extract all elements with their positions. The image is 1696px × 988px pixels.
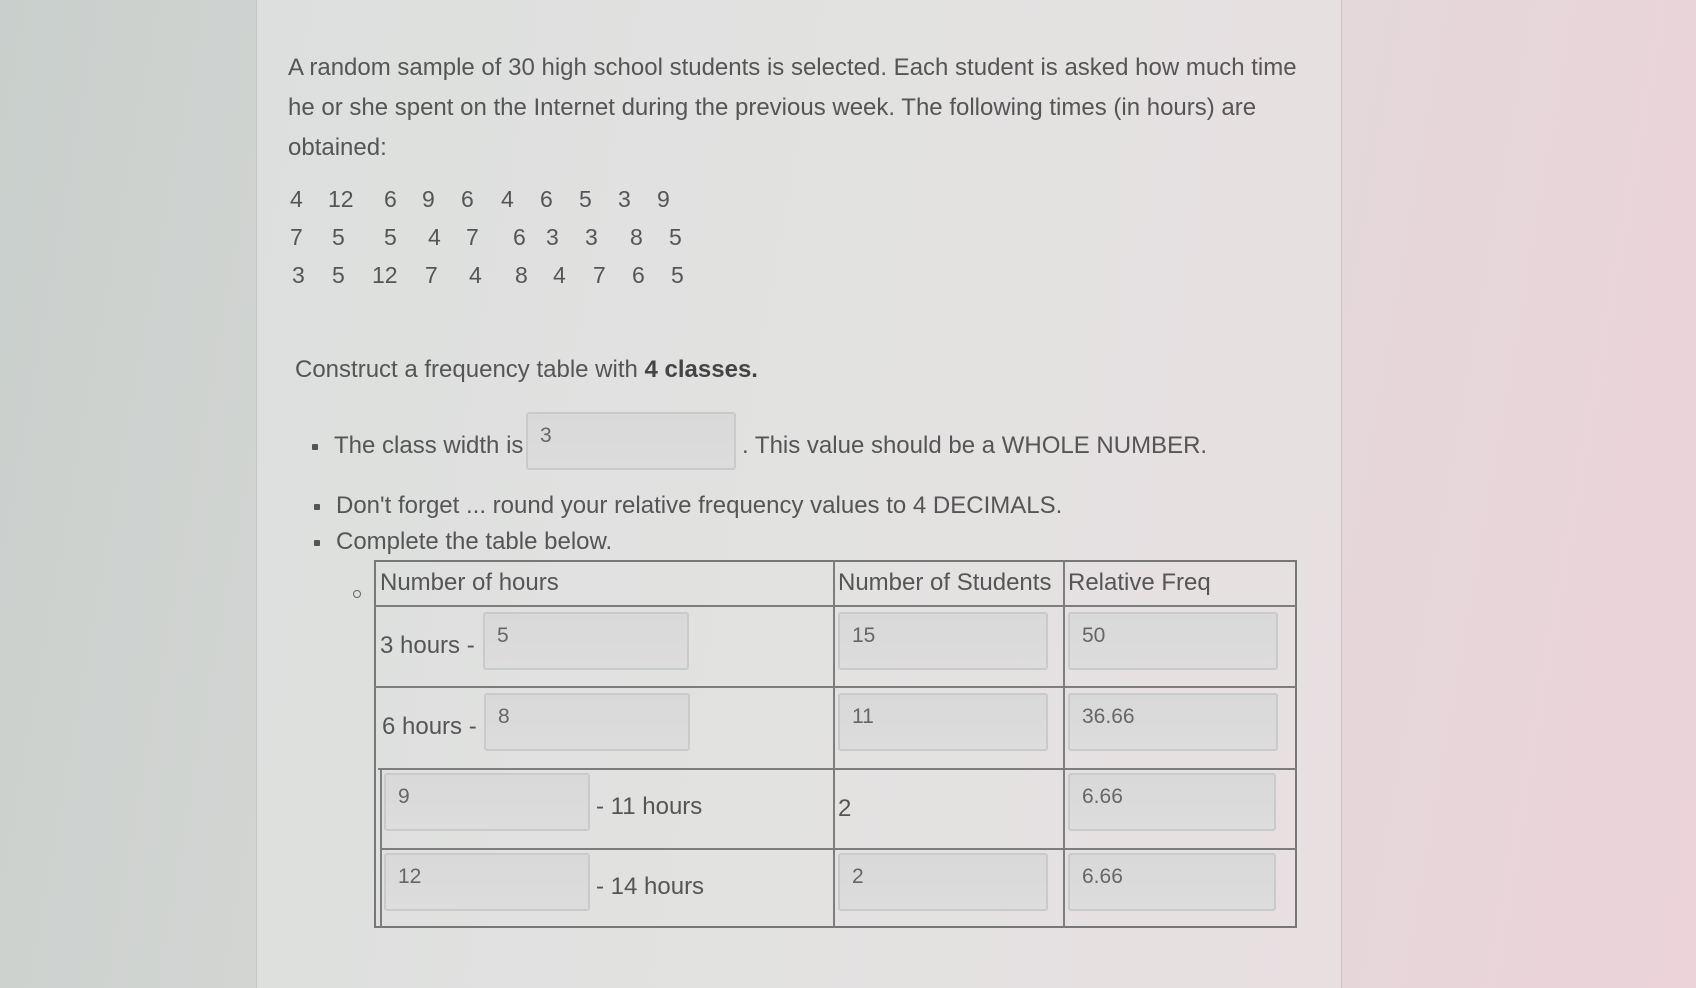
data-value: 3 [585, 224, 598, 250]
row4-relfreq-input[interactable]: 6.66 [1068, 853, 1276, 911]
row2-students-input[interactable]: 11 [838, 693, 1048, 751]
data-value: 3 [618, 186, 631, 212]
class-width-input[interactable]: 3 [526, 412, 736, 470]
header-relative-freq: Relative Freq [1068, 569, 1211, 596]
data-value: 5 [332, 224, 345, 250]
row2-relfreq-input[interactable]: 36.66 [1068, 693, 1278, 751]
table-divider [380, 848, 1297, 850]
row1-upper-input[interactable]: 5 [483, 612, 689, 670]
data-value: 6 [540, 186, 553, 212]
table-divider [374, 605, 1297, 607]
data-value: 5 [579, 186, 592, 212]
row3-relfreq-input[interactable]: 6.66 [1068, 773, 1276, 831]
class-width-suffix: . This value should be a WHOLE NUMBER. [742, 432, 1208, 459]
row4-lower-input[interactable]: 12 [384, 853, 590, 911]
data-value: 4 [469, 262, 482, 288]
data-value: 4 [290, 186, 303, 212]
row3-lower-input[interactable]: 9 [384, 773, 590, 831]
row4-class-upper: - 14 hours [596, 873, 705, 900]
row1-students-input[interactable]: 15 [838, 612, 1048, 670]
data-value: 8 [630, 224, 643, 250]
data-value: 9 [422, 186, 435, 212]
table-divider [833, 560, 835, 928]
table-divider [374, 686, 1297, 688]
data-value: 7 [290, 224, 303, 250]
data-value: 6 [461, 186, 474, 212]
data-value: 12 [328, 186, 354, 212]
header-number-of-students: Number of Students [838, 569, 1052, 596]
data-value: 7 [466, 224, 479, 250]
data-value: 9 [657, 186, 670, 212]
data-value: 5 [384, 224, 397, 250]
table-divider [380, 768, 382, 928]
data-value: 6 [632, 262, 645, 288]
table-divider [378, 768, 1297, 770]
data-value: 7 [425, 262, 438, 288]
row2-upper-input[interactable]: 8 [484, 693, 690, 751]
data-value: 5 [671, 262, 684, 288]
instruction [295, 356, 758, 384]
data-value: 3 [292, 262, 305, 288]
table-divider [1063, 560, 1065, 928]
instruction-text: Construct a frequency table with [295, 356, 645, 383]
row3-class-upper: - 11 hours [596, 793, 703, 820]
data-value: 6 [384, 186, 397, 212]
data-value: 7 [593, 262, 606, 288]
class-width-label: The class width is [334, 432, 523, 460]
row3-students-value: 2 [838, 795, 852, 822]
data-value: 4 [553, 262, 566, 288]
row1-class-lower: 3 hours - [380, 632, 475, 659]
instruction-bold: 4 classes. [644, 356, 758, 383]
header-number-of-hours: Number of hours [380, 569, 559, 596]
sub-bullet-icon [353, 590, 361, 598]
data-value: 4 [501, 186, 514, 212]
complete-note: Complete the table below. [336, 528, 612, 556]
data-value: 4 [428, 224, 441, 250]
data-value: 12 [372, 262, 398, 288]
question-text: A random sample of 30 high school students is selected. Each student is asked how much time he or she spent on the Internet during the previous week. The following times (in hours) are obtained: [288, 54, 1297, 161]
data-value: 5 [669, 224, 682, 250]
data-value: 3 [546, 224, 559, 250]
row4-students-input[interactable]: 2 [838, 853, 1048, 911]
data-value: 5 [332, 262, 345, 288]
row1-relfreq-input[interactable]: 50 [1068, 612, 1278, 670]
data-value: 6 [513, 224, 526, 250]
round-note: Don't forget ... round your relative frequency values to 4 DECIMALS. [336, 492, 1062, 520]
row2-class-lower: 6 hours - [382, 713, 477, 740]
data-value: 8 [515, 262, 528, 288]
